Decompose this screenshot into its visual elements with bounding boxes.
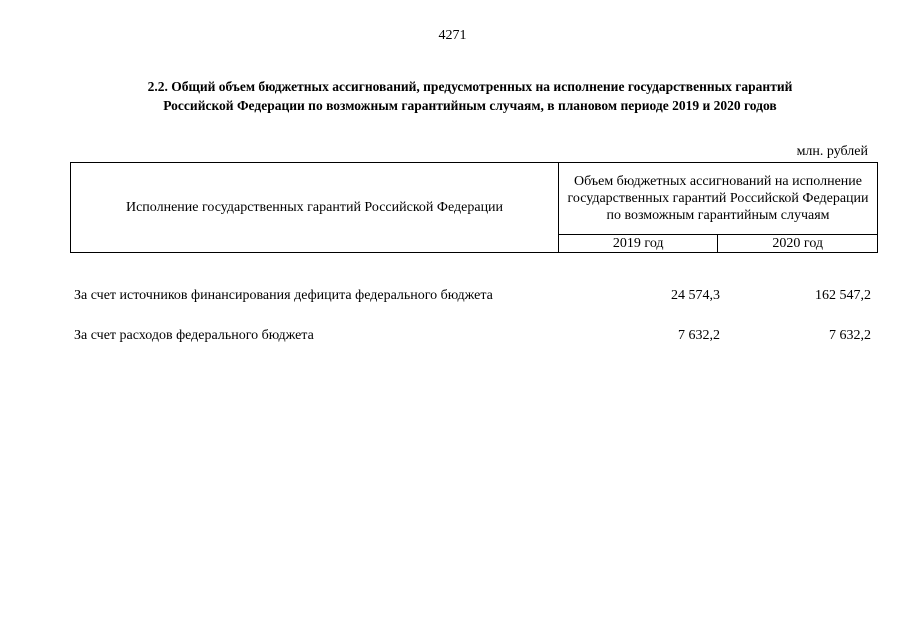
row-value-2020: 7 632,2 <box>829 328 871 343</box>
header-year-2019: 2019 год <box>559 235 718 253</box>
table-body <box>74 288 874 368</box>
table-row <box>74 328 874 368</box>
table-row <box>74 288 874 328</box>
header-group-cell: Объем бюджетных ассигнований на исполнение государственных гарантий Российской Федерации по возможным гарантийным случаям <box>559 163 878 235</box>
row-value-2020: 162 547,2 <box>815 288 871 303</box>
section-title-line-2: Российской Федерации по возможным гарантийным случаям, в плановом периоде 2019 и 2020 годов <box>163 98 777 113</box>
row-value-2019: 24 574,3 <box>671 288 720 303</box>
row-label: За счет расходов федерального бюджета <box>74 328 314 343</box>
unit-label: млн. рублей <box>796 144 868 159</box>
section-title <box>60 77 880 115</box>
page-number: 4271 <box>438 28 467 43</box>
row-label: За счет источников финансирования дефицита федерального бюджета <box>74 288 493 303</box>
table-header <box>70 162 878 253</box>
section-title-line-1: 2.2. Общий объем бюджетных ассигнований, предусмотренных на исполнение государственных гарантий <box>147 79 793 94</box>
header-main-cell: Исполнение государственных гарантий Российской Федерации <box>71 163 559 253</box>
row-value-2019: 7 632,2 <box>678 328 720 343</box>
header-year-2020: 2020 год <box>718 235 878 253</box>
